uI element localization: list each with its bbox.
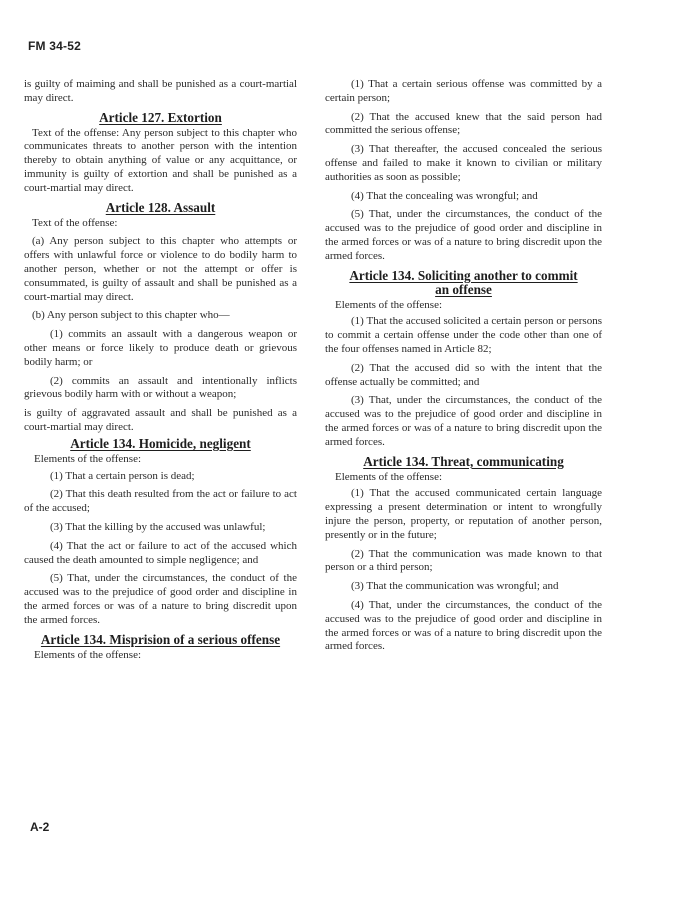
paragraph: (1) commits an assault with a dangerous weapon or other means or force likely to produce death or grievous bodily harm; or: [24, 328, 297, 368]
section-heading-line: an offense: [435, 281, 492, 297]
right-column: [325, 78, 602, 659]
paragraph: (2) That the communication was made known to that person or a third person;: [325, 547, 602, 574]
paragraph: (5) That, under the circumstances, the conduct of the accused was to the prejudice of good order and discipline in the armed forces or was of a nature to bring discredit upon the armed forces.: [24, 572, 297, 626]
paragraph: (2) That the accused did so with the intent that the offense actually be committed; and: [325, 361, 602, 388]
paragraph: (a) Any person subject to this chapter who attempts or offers with unlawful force or violence to do bodily harm to another person, whether or not the attempt or offer is consummated, is guilty of assault and shall be punished as a court-martial may direct.: [24, 235, 297, 303]
section-heading: Article 134. Threat, communicating: [363, 453, 564, 469]
paragraph: (2) commits an assault and intentionally inflicts grievous bodily harm with or without a weapon;: [24, 374, 297, 401]
section-heading: Article 128. Assault: [105, 199, 216, 215]
paragraph: (4) That the concealing was wrongful; and: [351, 189, 538, 202]
page-number: A-2: [30, 820, 50, 834]
paragraph: (3) That the killing by the accused was unlawful;: [50, 520, 266, 533]
paragraph: (2) That the accused knew that the said person had committed the serious offense;: [325, 110, 602, 137]
paragraph: (b) Any person subject to this chapter who—: [32, 309, 230, 322]
paragraph: Elements of the offense:: [335, 298, 443, 311]
paragraph: is guilty of maiming and shall be punished as a court-martial may direct.: [24, 78, 297, 104]
paragraph: Elements of the offense:: [34, 452, 142, 465]
paragraph: (5) That, under the circumstances, the conduct of the accused was to the prejudice of good order and discipline in the armed forces or was of a nature to bring discredit upon the armed forces.: [325, 208, 602, 262]
left-column: [24, 78, 297, 665]
section-heading-line: Article 134. Soliciting another to commit: [349, 267, 578, 283]
paragraph: (4) That the act or failure to act of the accused which caused the death amounted to simple negligence; and: [24, 539, 297, 566]
paragraph: (1) That a certain person is dead;: [50, 469, 195, 482]
section-heading: Article 134. Homicide, negligent: [70, 435, 251, 451]
paragraph: Elements of the offense:: [335, 470, 443, 483]
paragraph: Text of the offense:: [32, 216, 118, 229]
section-heading: [325, 269, 602, 297]
paragraph: (1) That the accused solicited a certain person or persons to commit a certain offense under the code other than one of the four offenses named in Article 82;: [325, 315, 602, 355]
paragraph: Text of the offense: Any person subject to this chapter who communicates threats to another person with the intention thereby to obtain anything of value or any acquittance, or immunity is guilty of extortion and shall be punished as a court-martial may direct.: [24, 126, 297, 194]
paragraph: (3) That, under the circumstances, the conduct of the accused was to the prejudice of good order and discipline in the armed forces or was of a nature to bring discredit upon the armed forces.: [325, 394, 602, 448]
page-header: FM 34-52: [28, 39, 81, 53]
section-heading: Article 134. Misprision of a serious offense: [40, 631, 281, 647]
paragraph: (2) That this death resulted from the act or failure to act of the accused;: [24, 488, 297, 515]
paragraph: (3) That the communication was wrongful; and: [351, 580, 559, 593]
paragraph: (1) That the accused communicated certain language expressing a present determination or intent to wrongfully injure the person, property, or reputation of another person, presently or in the future;: [325, 487, 602, 541]
paragraph: Elements of the offense:: [34, 648, 142, 661]
paragraph: (1) That a certain serious offense was committed by a certain person;: [325, 78, 602, 104]
section-heading: Article 127. Extortion: [99, 109, 222, 125]
paragraph: is guilty of aggravated assault and shall be punished as a court-martial may direct.: [24, 407, 297, 433]
paragraph: (3) That thereafter, the accused concealed the serious offense and failed to make it known to civilian or military authorities as soon as possible;: [325, 143, 602, 183]
paragraph: (4) That, under the circumstances, the conduct of the accused was to the prejudice of good order and discipline in the armed forces or was of a nature to bring discredit upon the armed forces.: [325, 598, 602, 653]
